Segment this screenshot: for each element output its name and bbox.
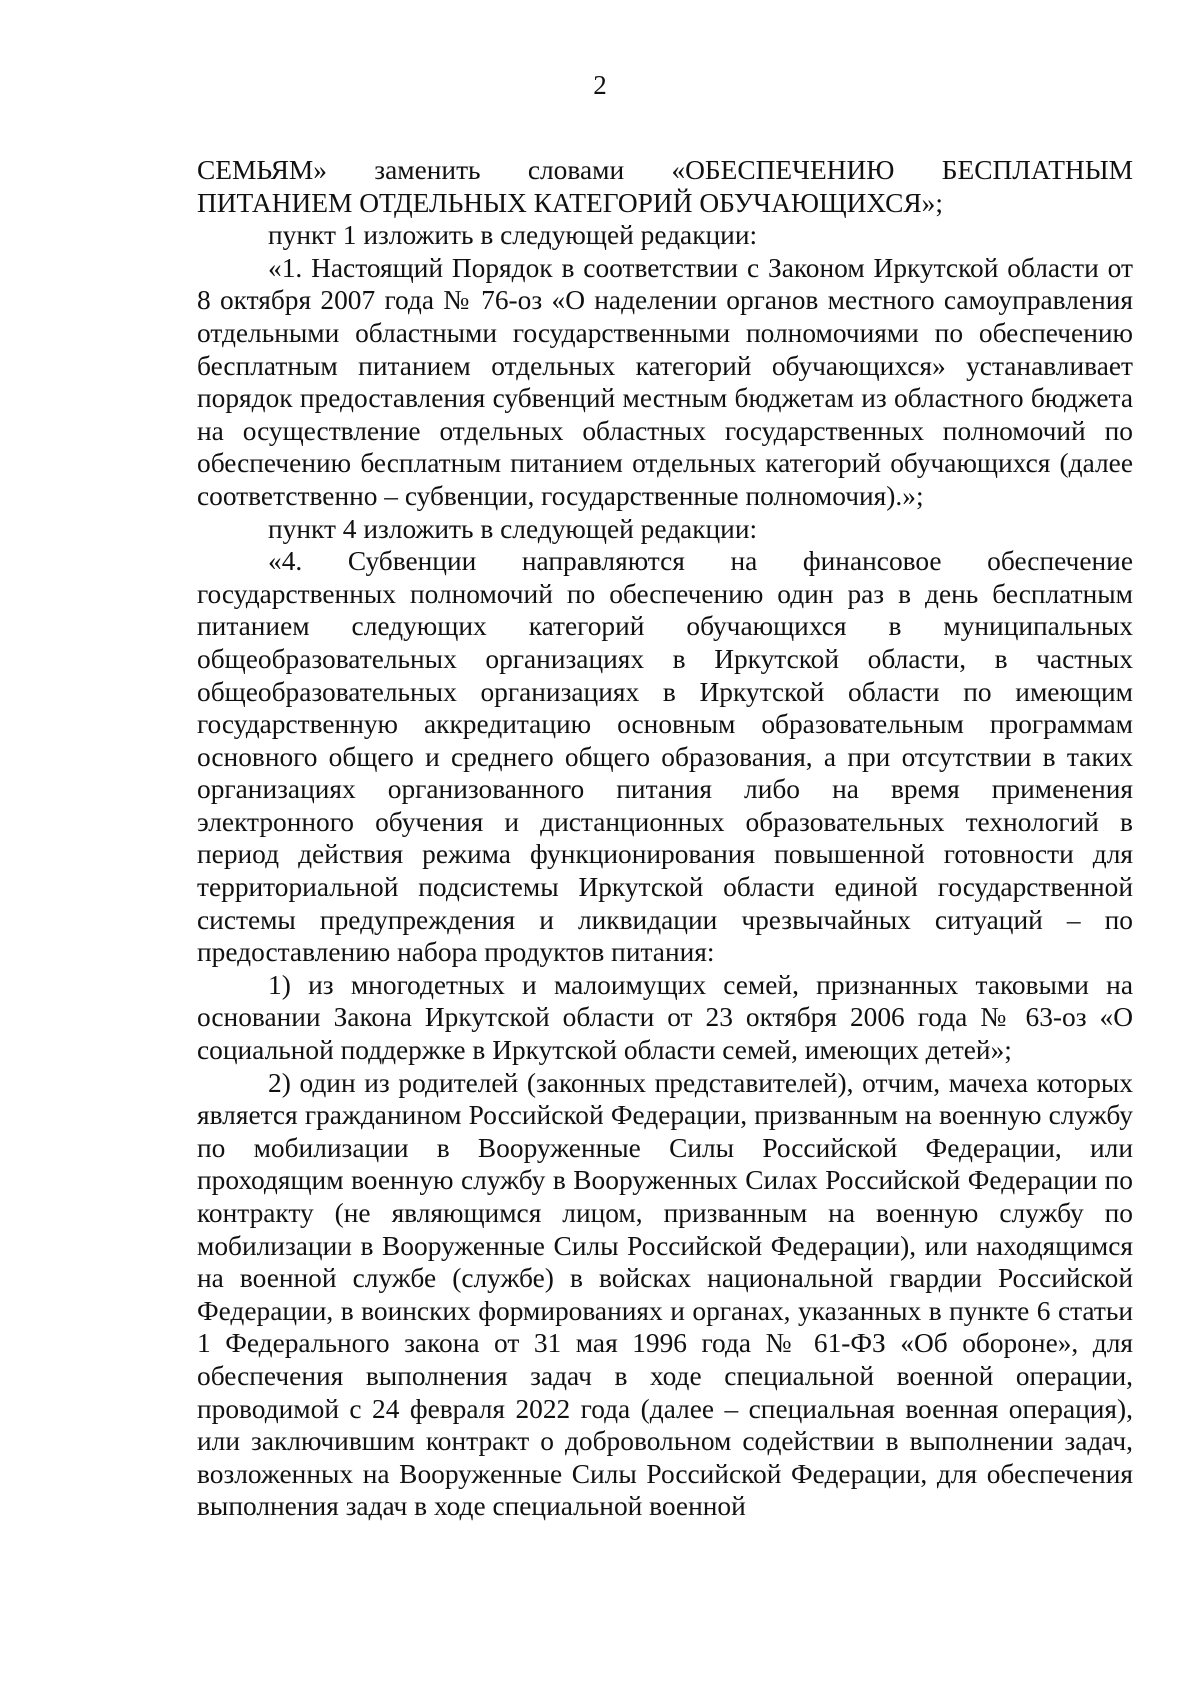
paragraph-first-line: [197, 154, 1133, 187]
word: «ОБЕСПЕЧЕНИЮ: [671, 155, 895, 185]
document-body: [197, 154, 1133, 1523]
paragraph-rest: ПИТАНИЕМ ОТДЕЛЬНЫХ КАТЕГОРИЙ ОБУЧАЮЩИХСЯ»;: [197, 187, 943, 218]
word: словами: [527, 155, 625, 185]
paragraph-continuation: [197, 154, 1133, 219]
word: СЕМЬЯМ»: [197, 155, 327, 185]
paragraph-amendment-clause-1: пункт 1 изложить в следующей редакции:: [268, 220, 758, 251]
word: заменить: [374, 155, 481, 185]
page-number: 2: [593, 70, 607, 100]
word: БЕСПЛАТНЫМ: [941, 155, 1133, 185]
paragraph-clause-4-text: «4. Субвенции направляются на финансовое обеспечение государственных полномочий по обеспечению один раз в день бесплатным питанием следующих категорий обучающихся в муниципальных общеобразовательных организациях в Иркутской области, в частных общеобразовательных организациях в Иркутской области по имеющим государственную аккредитацию основным образовательным программам основного общего и среднего общего образования, а при отсутствии в таких организациях организованного питания либо на время применения электронного обучения и дистанционных образовательных технологий в период действия режима функционирования повышенной готовности для территориальной подсистемы Иркутской области единой государственной системы предупреждения и ликвидации чрезвычайных ситуаций – по предоставлению набора продуктов питания:: [197, 546, 1133, 968]
paragraph-amendment-clause-4: пункт 4 изложить в следующей редакции:: [268, 513, 758, 544]
paragraph-item-1: 1) из многодетных и малоимущих семей, признанных таковыми на основании Закона Иркутской области от 23 октября 2006 года № 63-оз «О социальной поддержке в Иркутской области семей, имеющих детей»;: [197, 969, 1133, 1066]
paragraph-clause-1-text: «1. Настоящий Порядок в соответствии с Законом Иркутской области от 8 октября 2007 года № 76-оз «О наделении органов местного самоуправления отдельными областными государственными полномочиями по обеспечению бесплатным питанием отдельных категорий обучающихся» устанавливает порядок предоставления субвенций местным бюджетам из областного бюджета на осуществление отдельных областных государственных полномочий по обеспечению бесплатным питанием отдельных категорий обучающихся (далее соответственно – субвенции, государственные полномочия).»;: [197, 252, 1133, 511]
paragraph-item-2: 2) один из родителей (законных представителей), отчим, мачеха которых является гражданином Российской Федерации, призванным на военную службу по мобилизации в Вооруженные Силы Российской Федерации, или проходящим военную службу в Вооруженных Силах Российской Федерации по контракту (не являющимся лицом, призванным на военную службу по мобилизации в Вооруженные Силы Российской Федерации), или находящимся на военной службе (службе) в войсках национальной гвардии Российской Федерации, в воинских формированиях и органах, указанных в пункте 6 статьи 1 Федерального закона от 31 мая 1996 года № 61-ФЗ «Об обороне», для обеспечения выполнения задач в ходе специальной военной операции, проводимой с 24 февраля 2022 года (далее – специальная военная операция), или заключившим контракт о добровольном содействии в выполнении задач, возложенных на Вооруженные Силы Российской Федерации, для обеспечения выполнения задач в ходе специальной военной: [197, 1067, 1133, 1522]
